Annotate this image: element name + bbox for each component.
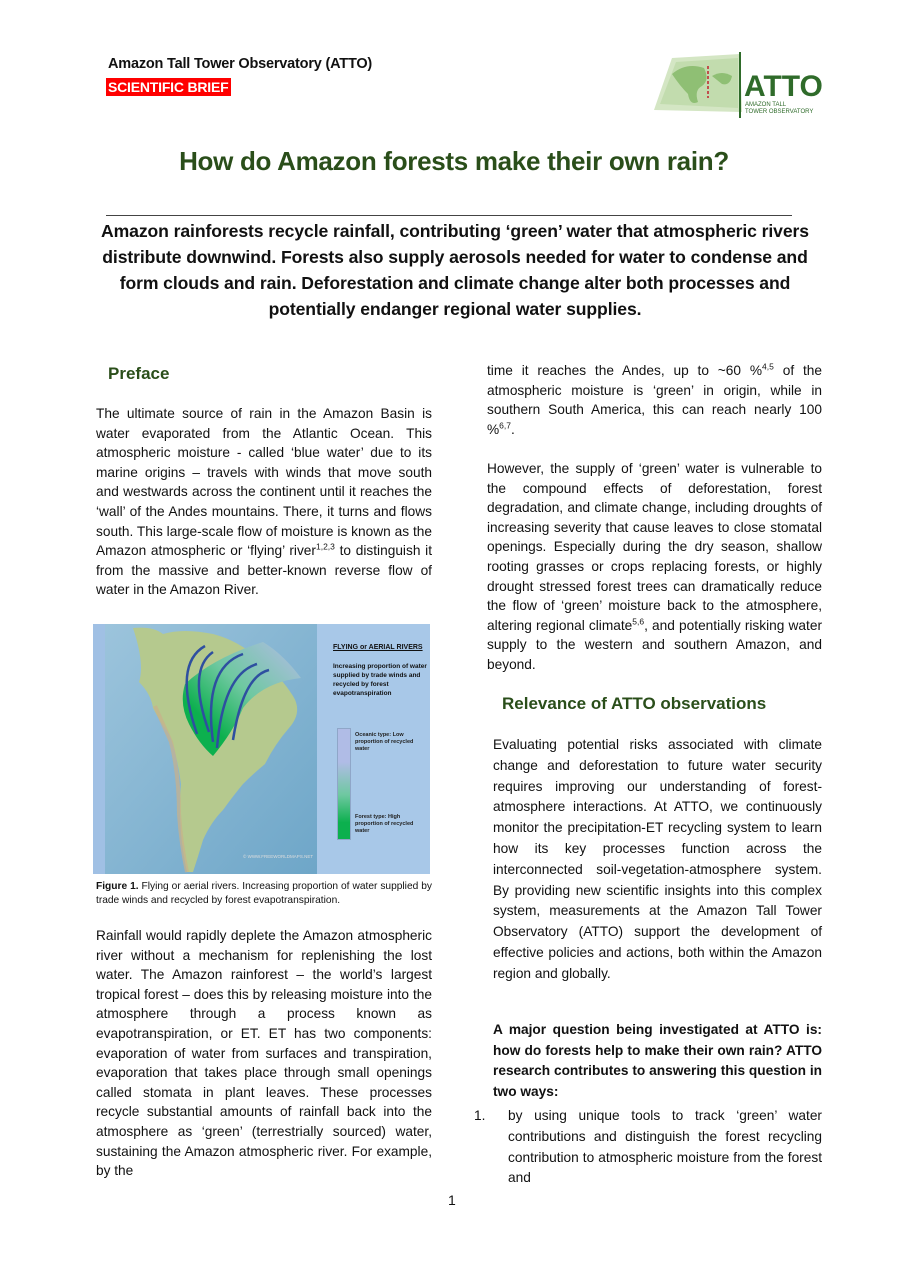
citation: 1,2,3 xyxy=(315,541,335,552)
page-title: How do Amazon forests make their own rain? xyxy=(179,146,729,176)
figure-1-map xyxy=(93,624,430,874)
figure-legend-title: FLYING or AERIAL RIVERS xyxy=(333,644,423,651)
preface-paragraph-2: Rainfall would rapidly deplete the Amazon atmospheric river without a mechanism for replenishing the lost water. The Amazon rainforest – the world’s largest tropical forest – does this by releasing moisture into the atmosphere through a process known as evapotranspiration, or ET. ET has two components: evaporation of water from surfaces and transpiration, evaporation that takes place through small openings called stomata in plant leaves. These processes recycle substantial amounts of rainfall back into the atmosphere as ‘green’ (terrestrially sourced) water, sustaining the Amazon atmospheric river. For example, by the xyxy=(96,928,432,1179)
preface-paragraph-3: time it reaches the Andes, up to ~60 %$^{4,5}$ of the atmospheric moisture is ‘green’ in origin, while in southern South America, this can reach nearly 100 %$^{6,7}$. xyxy=(487,361,822,437)
lead-summary: Amazon rainforests recycle rainfall, contributing ‘green’ water that atmospheric rivers distribute downwind. Forests also supply aerosols needed for water to condense and form clouds and rain. Deforestation and climate change alter both processes and potentially endanger regional water supplies. xyxy=(101,221,809,319)
relevance-paragraph: Evaluating potential risks associated with climate change and deforestation to future water security requires improving our understanding of forest-atmosphere interactions. At ATTO, we continuously monitor the precipitation-ET recycling system to learn how its key processes function across the interconnected soil-vegetation-atmosphere system. By providing new scientific insights into this complex system, measurements at the Amazon Tall Tower Observatory (ATTO) support the development of effective policies and actions, both within the Amazon region and globally. xyxy=(493,737,822,981)
atto-logo xyxy=(652,46,822,118)
section-heading-preface: Preface xyxy=(108,364,170,383)
svg-text:TOWER OBSERVATORY: TOWER OBSERVATORY xyxy=(745,109,814,115)
scientific-brief-badge: SCIENTIFIC BRIEF xyxy=(106,78,231,96)
svg-text:ATTO: ATTO xyxy=(744,70,822,103)
legend-color-bar xyxy=(337,728,351,840)
key-question: A major question being investigated at ATTO is: how do forests help to make their own rain? ATTO research contributes to answering this question in two ways: xyxy=(493,1022,822,1099)
legend-label-forest: Forest type: High proportion of recycled water xyxy=(355,814,414,834)
map-watermark: © WWW.FREEWORLDMAPS.NET xyxy=(243,854,314,859)
section-heading-relevance: Relevance of ATTO observations xyxy=(502,694,767,713)
list-text: by using unique tools to track ‘green’ water contributions and distinguish the forest recycling contribution to atmospheric moisture from the forest and xyxy=(508,1108,822,1186)
svg-text:AMAZON TALL: AMAZON TALL xyxy=(745,102,787,108)
divider xyxy=(106,215,792,216)
figure-legend-description: Increasing proportion of water supplied by trade winds and recycled by forest evapotranspiration xyxy=(333,663,427,697)
legend-label-oceanic: Oceanic type: Low proportion of recycled water xyxy=(355,732,414,752)
list-number: 1. xyxy=(474,1108,486,1123)
map-logo-icon xyxy=(652,46,822,118)
organization-name: Amazon Tall Tower Observatory (ATTO) xyxy=(108,56,373,72)
citation: 5,6 xyxy=(632,616,645,627)
preface-paragraph-1: The ultimate source of rain in the Amazon Basin is water evaporated from the Atlantic Ocean. This atmospheric moisture - called ‘blue water’ due to its marine origins – travels with winds that move south and westwards across the continent until it reaches the ‘wall’ of the Andes mountains. There, it turns and flows south. This large-scale flow of moisture is known as the Amazon atmospheric or ‘flying’ river$^{1,2,3}$ to distinguish it from the massive and better-known reverse flow of water in the Amazon River. xyxy=(96,406,432,598)
preface-paragraph-4: However, the supply of ‘green’ water is vulnerable to the compound effects of deforestation, forest degradation, and climate change, including droughts of increasing severity that cause leaves to close stomatal openings. Especially during the dry season, shallow rooting grasses or crops replacing forests, or highly drought stressed forest trees can dramatically reduce the flow of ‘green’ moisture back to the atmosphere, altering regional climate$^{5,6}$, and potentially risking water supply to the western and southern Amazon, and beyond. xyxy=(487,461,822,672)
citation: 6,7 xyxy=(499,420,511,431)
figure-caption: Figure 1. Flying or aerial rivers. Increasing proportion of water supplied by trade winds and recycled by forest evapotranspiration. xyxy=(96,881,432,906)
page-number: 1 xyxy=(448,1192,456,1208)
citation: 4,5 xyxy=(762,361,774,372)
